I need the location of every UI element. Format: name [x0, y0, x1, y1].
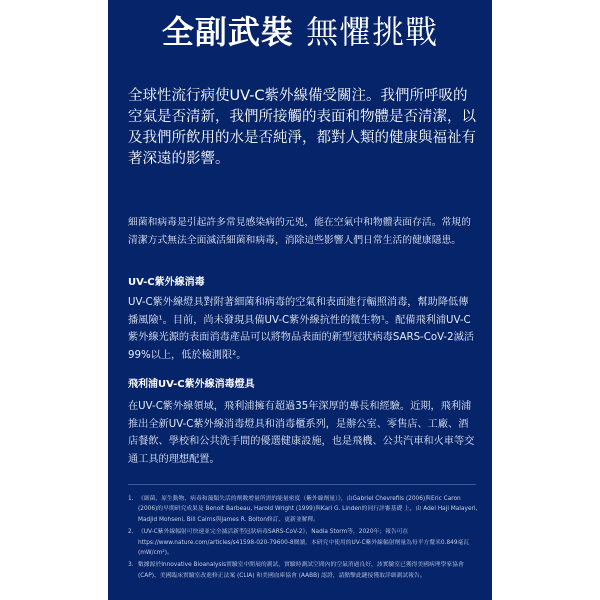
section-body-uvc-disinfection: UV-C紫外線燈具對附著細菌和病毒的空氣和表面進行輻照消毒，幫助降低傳播風險¹。目前，尚未發現具備UV-C紫外線抗性的微生物¹。配備飛利浦UV-C紫外線光源的表面消毒產品可以將物品表面的新型冠狀病毒SARS-CoV-2滅活99%以上，低於檢測限²。	[128, 297, 474, 361]
title-normal-part: 無懼挑戰	[306, 13, 439, 51]
footnote-number: 3.	[128, 562, 134, 569]
footnote-text: 《細菌、原生動物、病毒和藻類失活的劑數增量所需的能量密度（紫外線劑量）》，由Gabriel Chevrefils (2006)與Eric Caron (2006)的早期研究成果及 Benoit Barbeau, Harold Wright (1999)與Karl G. Linden的同行評審基礎 上，由 Adel Haji Malayeri, Madjid Mohseni, Bill Cairns與James R. Bolton修訂、更新並解釋。	[138, 496, 478, 523]
footnote-divider	[128, 484, 476, 485]
footnote-item	[128, 527, 480, 558]
section-heading-philips-uvc: 飛利浦UV-C紫外線消毒燈具	[128, 379, 255, 390]
title-bold-part: 全副武裝	[161, 13, 294, 51]
section-body-philips-uvc: 在UV-C紫外線領域，飛利浦擁有超過35年深厚的專長和經驗。近期，飛利浦推出全新UV-C紫外線消毒燈具和消毒櫃系列，是辦公室、零售店、工廠、酒店餐飲、學校和公共洗手間的優選健康設施，也是飛機、公共汽車和火車等交通工具的理想配置。	[128, 401, 475, 465]
footnote-text: 數據源於Innovative Bioanalysis實驗室中開展的測試，實驗時測試空間內的空氣消過良好，該實驗室已獲得美國病理學家協會 (CAP)、美國臨床實驗室改進修正法案 (CLIA) 和美國血庫協會 (AABB) 認證，請點擊此鏈接獲取詳細測試報告。	[138, 562, 464, 579]
section-heading-uvc-disinfection: UV-C紫外線消毒	[128, 277, 205, 288]
footnote-item	[128, 560, 480, 581]
footnote-item	[128, 494, 480, 525]
footnote-text: 《UV-C紫外線輻射可快速並完全滅活新型冠狀病毒SARS-CoV-2》，Nadia Storm等，2020年；報告可在 https://www.nature.com/articles/s41598-020-79600-8閱讀，本研究中使用的UV-C紫外線輻射劑量為每平方釐米0.849毫瓦 (mW/cm²)。	[138, 529, 470, 557]
footnote-number: 1.	[128, 496, 134, 502]
bacteria-paragraph: 細菌和病毒是引起許多常見感染病的元兇，能在空氣中和物體表面存活。常規的清潔方式無法全面滅活細菌和病毒，消除這些影響人們日常生活的健康隱患。	[128, 217, 471, 246]
footnotes	[128, 494, 480, 583]
page-title	[108, 12, 492, 52]
footnote-number: 2.	[128, 529, 134, 536]
content-panel	[108, 0, 492, 600]
intro-paragraph: 全球性流行病使UV-C紫外線備受關注。我們所呼吸的空氣是否清新，我們所接觸的表面和物體是否清潔，以及我們所飲用的水是否純淨，都對人類的健康與福祉有著深遠的影響。	[128, 88, 476, 167]
